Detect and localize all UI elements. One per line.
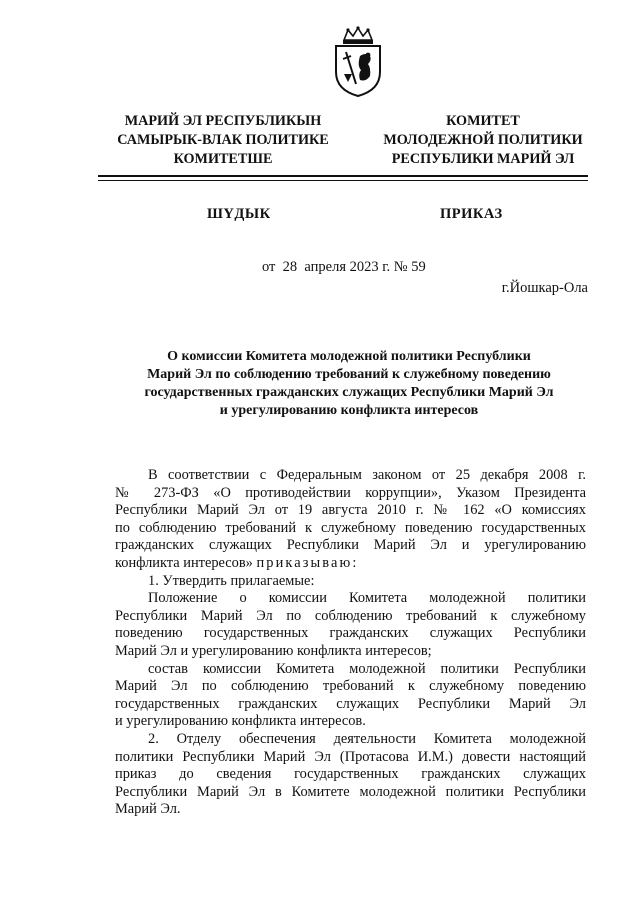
- title-line-4: и урегулированию конфликта интересов: [219, 403, 479, 418]
- body-line: Республики Марий Эл от 19 августа 2010 г. № 162 «О комиссиях: [115, 502, 586, 519]
- coat-of-arms-emblem: [330, 26, 386, 98]
- body-line: Марий Эл и урегулированию конфликта интересов;: [115, 642, 432, 659]
- body-line: Республики Марий Эл в Комитете молодежной политики Республики: [115, 783, 586, 800]
- doc-type-mari: ШҮДЫК: [207, 206, 271, 222]
- header-left-line-3: КОМИТЕТШЕ: [173, 151, 273, 167]
- header-right-line-1: КОМИТЕТ: [446, 113, 520, 129]
- doc-type-russian: ПРИКАЗ: [440, 206, 503, 222]
- order-city: г.Йошкар-Ола: [501, 280, 588, 296]
- body-line: № 273-ФЗ «О противодействии коррупции», Указом Президента: [115, 484, 586, 501]
- body-line: и урегулированию конфликта интересов.: [115, 713, 366, 730]
- title-line-3: государственных гражданских служащих Республики Марий Эл: [144, 385, 554, 400]
- body-line: В соответствии с Федеральным законом от 25 декабря 2008 г.: [148, 467, 586, 483]
- header-right-line-3: РЕСПУБЛИКИ МАРИЙ ЭЛ: [391, 151, 575, 167]
- body-line: поведению государственных гражданских служащих Республики: [115, 625, 586, 642]
- body-line: государственных гражданских служащих Республики Марий Эл: [115, 695, 586, 712]
- header-right-block: [348, 112, 618, 169]
- body-line: гражданских служащих Республики Марий Эл и урегулированию: [115, 537, 586, 554]
- body-line: политики Республики Марий Эл (Протасова И.М.) довести настоящий: [115, 748, 586, 765]
- body-line-part: конфликта интересов»: [115, 554, 253, 571]
- header-divider-thin: [98, 180, 588, 181]
- body-line: Марий Эл.: [115, 801, 181, 818]
- header-divider-thick: [98, 175, 588, 177]
- title-line-2: Марий Эл по соблюдению требований к служебному поведению: [147, 367, 551, 382]
- body-line: Положение о комиссии Комитета молодежной политики: [148, 590, 586, 607]
- header-left-block: [88, 112, 358, 169]
- body-line: 1. Утвердить прилагаемые:: [148, 572, 315, 589]
- body-line: по соблюдению требований к служебному поведению государственных: [115, 519, 586, 536]
- header-left-line-2: САМЫРЫК-ВЛАК ПОЛИТИКЕ: [117, 132, 329, 148]
- header-left-line-1: МАРИЙ ЭЛ РЕСПУБЛИКЫН: [124, 113, 322, 129]
- order-title: [110, 348, 588, 420]
- order-body: [115, 467, 586, 819]
- body-line: Республики Марий Эл по соблюдению требований к служебному: [115, 607, 586, 624]
- body-line: приказ до сведения государственных гражданских служащих: [115, 766, 586, 783]
- header-right-line-2: МОЛОДЕЖНОЙ ПОЛИТИКИ: [383, 132, 583, 148]
- body-line: состав комиссии Комитета молодежной политики Республики: [148, 660, 586, 677]
- spaced-order-word: приказываю:: [256, 554, 359, 571]
- body-line: 2. Отделу обеспечения деятельности Комитета молодежной: [148, 730, 586, 747]
- body-line: [115, 555, 586, 573]
- body-line: Марий Эл по соблюдению требований к служебному поведению: [115, 678, 586, 695]
- order-date-number: от 28 апреля 2023 г. № 59: [262, 259, 426, 275]
- title-line-1: О комиссии Комитета молодежной политики Республики: [167, 349, 531, 364]
